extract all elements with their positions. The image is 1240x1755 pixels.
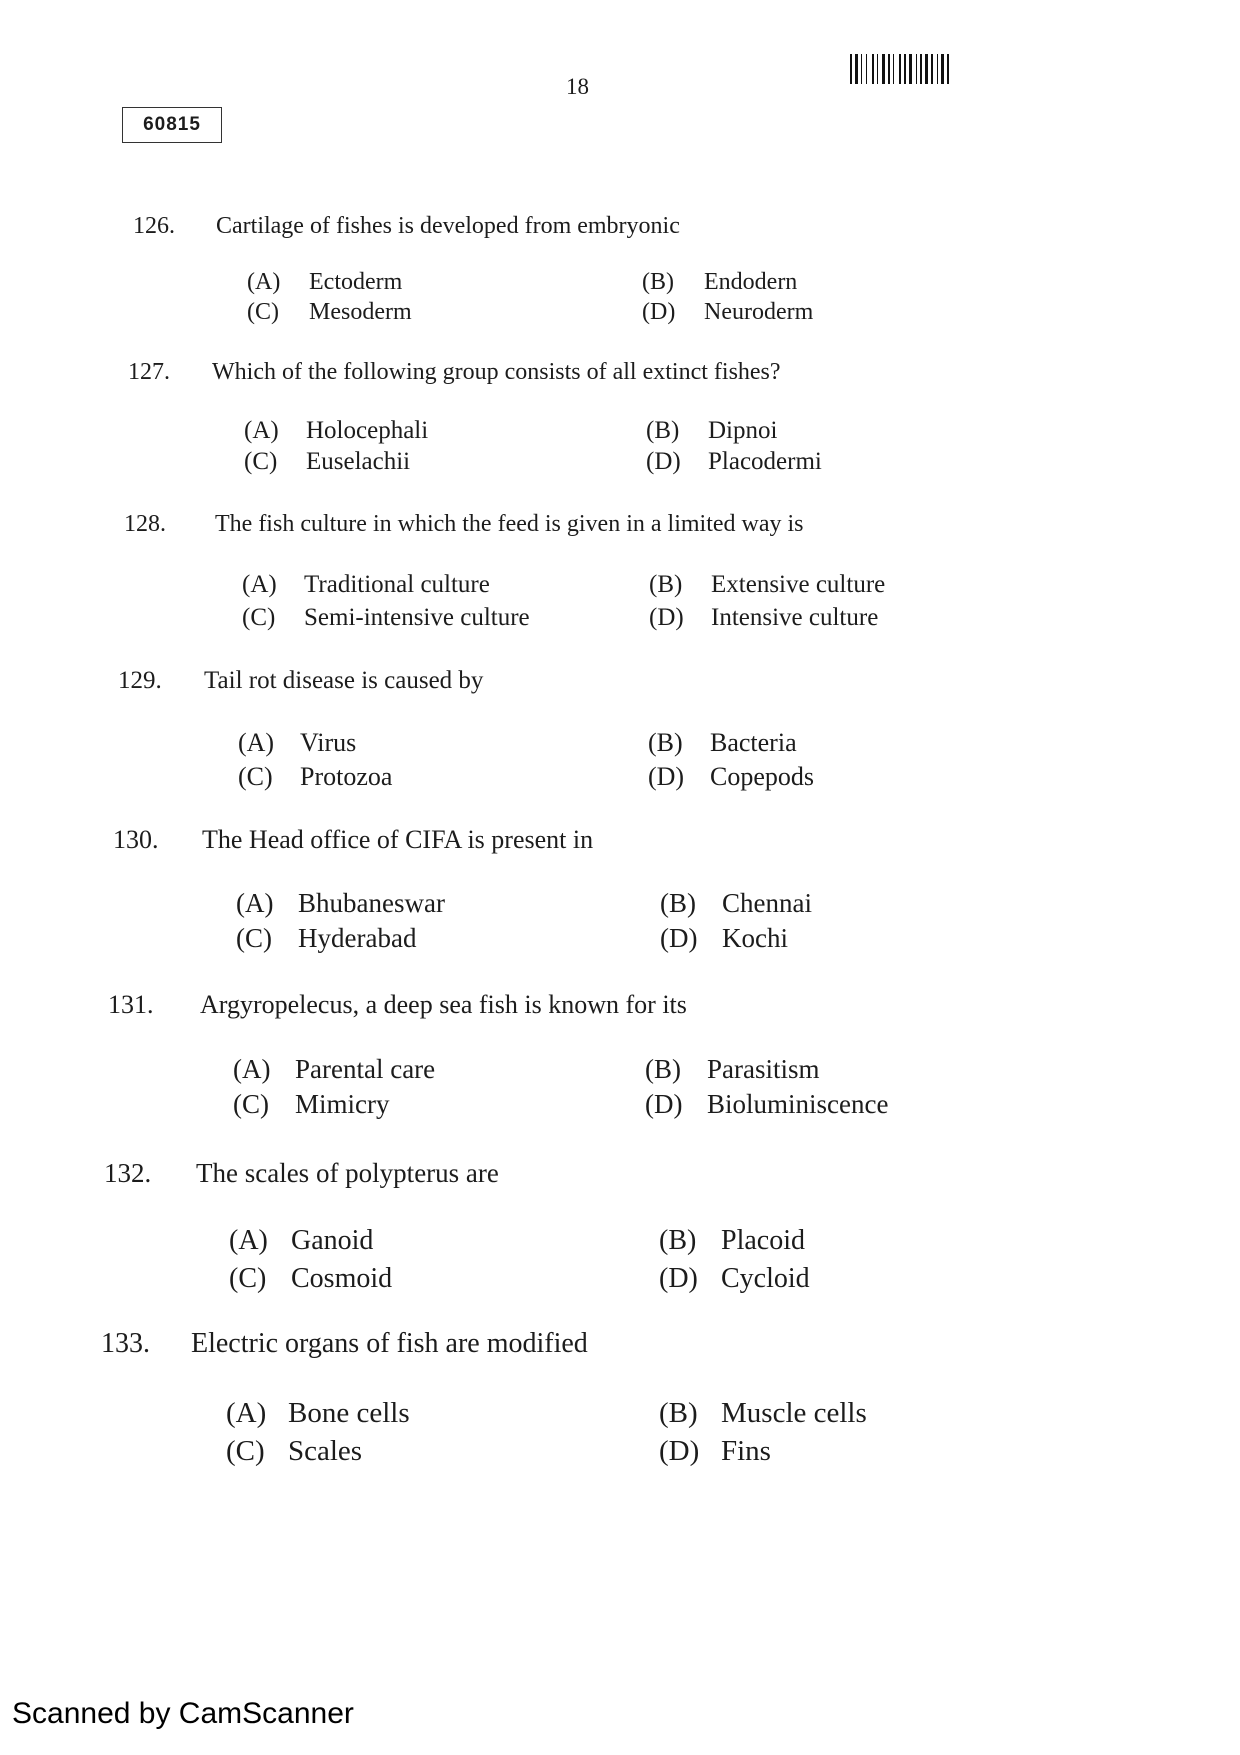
option-d [659, 1263, 810, 1295]
option-d [649, 604, 878, 632]
option-d [646, 448, 822, 476]
option-letter: (D) [645, 1089, 683, 1119]
option-text: Chennai [722, 888, 812, 918]
option-b [646, 417, 777, 445]
option-c [238, 762, 392, 792]
option-text: Neuroderm [704, 299, 814, 325]
option-letter: (B) [642, 269, 674, 295]
option-text: Muscle cells [721, 1397, 867, 1429]
option-letter: (B) [649, 571, 683, 598]
option-text: Placodermi [708, 448, 822, 475]
option-text: Bone cells [288, 1397, 410, 1429]
option-text: Ganoid [291, 1225, 374, 1256]
option-text: Hyderabad [298, 923, 417, 953]
question-number: 131. [108, 990, 154, 1019]
option-text: Copepods [710, 762, 814, 791]
option-a [242, 571, 490, 599]
scanner-watermark: Scanned by CamScanner [12, 1697, 354, 1730]
option-letter: (C) [236, 923, 272, 953]
option-d [659, 1435, 771, 1468]
option-letter: (A) [229, 1225, 268, 1256]
option-text: Parental care [295, 1054, 436, 1084]
option-letter: (A) [233, 1054, 271, 1084]
option-text: Bacteria [710, 728, 797, 757]
question-text: The fish culture in which the feed is given in a limited way is [215, 511, 804, 537]
page-number: 18 [566, 74, 589, 99]
option-letter: (D) [660, 923, 698, 953]
option-a [247, 269, 402, 296]
question-text: Argyropelecus, a deep sea fish is known for its [200, 990, 687, 1019]
option-a [233, 1054, 435, 1085]
option-text: Scales [288, 1435, 363, 1467]
question-number: 129. [118, 667, 162, 694]
question-text: Which of the following group consists of all extinct fishes? [212, 359, 781, 385]
option-letter: (D) [642, 299, 676, 325]
option-text: Bioluminiscence [707, 1089, 889, 1119]
option-letter: (B) [659, 1397, 698, 1429]
option-b [642, 269, 797, 296]
option-letter: (A) [236, 888, 274, 918]
option-letter: (A) [226, 1397, 267, 1429]
question-number: 127. [128, 359, 170, 385]
option-letter: (C) [242, 604, 276, 631]
option-text: Bhubaneswar [298, 888, 445, 918]
option-letter: (C) [244, 448, 278, 475]
option-letter: (B) [659, 1225, 697, 1256]
option-d [642, 299, 813, 326]
option-text: Euselachii [306, 448, 411, 475]
option-b [649, 571, 885, 599]
option-text: Cosmoid [291, 1263, 393, 1294]
option-text: Extensive culture [711, 571, 886, 598]
option-c [244, 448, 410, 476]
option-text: Mimicry [295, 1089, 390, 1119]
question-number: 132. [104, 1158, 152, 1188]
option-a [238, 728, 356, 758]
option-letter: (B) [660, 888, 696, 918]
option-text: Traditional culture [304, 571, 490, 598]
option-c [229, 1263, 392, 1295]
option-c [242, 604, 530, 632]
option-text: Semi-intensive culture [304, 604, 530, 631]
option-text: Dipnoi [708, 417, 778, 444]
option-d [660, 923, 788, 954]
option-letter: (D) [659, 1435, 700, 1467]
option-text: Kochi [722, 923, 788, 953]
question-number: 126. [133, 213, 175, 239]
option-letter: (C) [238, 762, 273, 791]
option-text: Parasitism [707, 1054, 820, 1084]
option-text: Intensive culture [711, 604, 879, 631]
option-text: Cycloid [721, 1263, 810, 1294]
option-c [247, 299, 412, 326]
option-letter: (C) [247, 299, 279, 325]
option-text: Endodern [704, 269, 798, 295]
option-b [648, 728, 797, 758]
option-letter: (C) [233, 1089, 269, 1119]
paper-code-box: 60815 [122, 107, 222, 143]
option-letter: (D) [659, 1263, 698, 1294]
option-a [226, 1397, 410, 1430]
option-letter: (A) [242, 571, 277, 598]
option-letter: (D) [646, 448, 681, 475]
question-number: 130. [113, 825, 159, 854]
question-text: The Head office of CIFA is present in [202, 825, 594, 854]
question-text: Electric organs of fish are modified [191, 1328, 588, 1359]
question-number: 128. [124, 511, 166, 537]
option-b [659, 1225, 805, 1257]
option-a [236, 888, 445, 919]
option-text: Protozoa [300, 762, 393, 791]
option-text: Mesoderm [309, 299, 412, 325]
option-text: Virus [300, 728, 357, 757]
option-text: Fins [721, 1435, 771, 1467]
option-letter: (D) [648, 762, 685, 791]
option-c [233, 1089, 390, 1120]
question-number: 133. [101, 1328, 150, 1359]
option-letter: (B) [646, 417, 680, 444]
option-letter: (B) [648, 728, 683, 757]
option-letter: (C) [226, 1435, 265, 1467]
option-c [236, 923, 416, 954]
option-letter: (D) [649, 604, 684, 631]
option-b [659, 1397, 867, 1430]
option-d [648, 762, 814, 792]
option-b [645, 1054, 820, 1085]
question-text: Cartilage of fishes is developed from embryonic [216, 213, 680, 239]
option-a [229, 1225, 373, 1257]
option-letter: (A) [238, 728, 275, 757]
option-text: Holocephali [306, 417, 429, 444]
option-a [244, 417, 428, 445]
option-c [226, 1435, 362, 1468]
option-letter: (B) [645, 1054, 681, 1084]
option-text: Placoid [721, 1225, 805, 1256]
option-letter: (A) [247, 269, 281, 295]
question-text: The scales of polypterus are [196, 1158, 499, 1188]
option-letter: (C) [229, 1263, 267, 1294]
option-letter: (A) [244, 417, 279, 444]
question-text: Tail rot disease is caused by [204, 667, 484, 694]
option-text: Ectoderm [309, 269, 403, 295]
option-b [660, 888, 812, 919]
option-d [645, 1089, 888, 1120]
barcode [850, 54, 1020, 84]
